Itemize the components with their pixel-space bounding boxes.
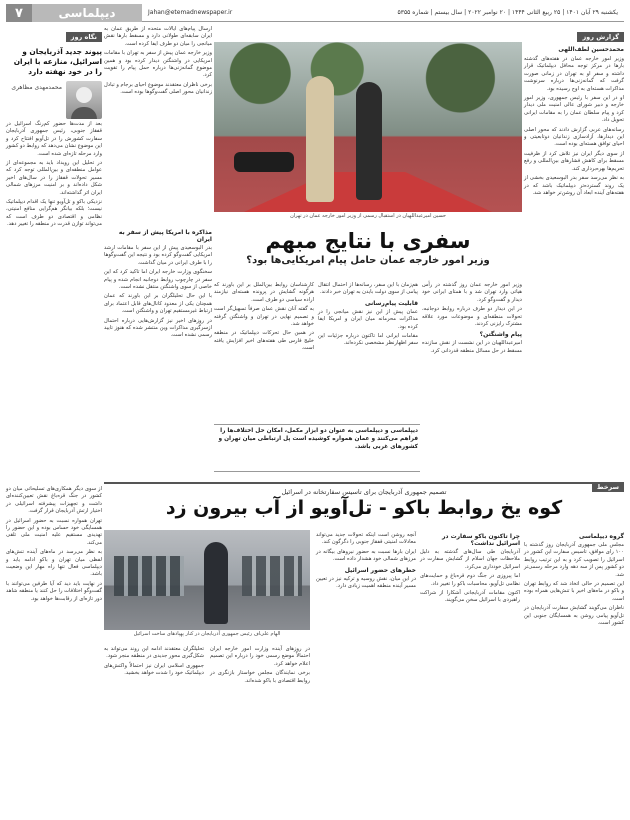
opinion-author-block: [6, 81, 102, 119]
story2-kicker: تصمیم جمهوری آذربایجان برای تاسیس سفارتخانه در اسرائیل: [281, 488, 447, 496]
paragraph: بدر البوسعیدی پیش از این سفر با مقامات ارشد امریکایی گفت‌وگو کرده بود و نتیجه این گفت‌وگوها را با طرف ایرانی در میان گذاشت.: [104, 245, 212, 266]
paragraph: بعد از مدت‌ها حضور کم‌رنگ اسرائیل در قفقاز جنوبی، رئیس جمهوری آذربایجان سفارت کشورش را در تل‌آویو افتتاح کرد و این موضوع نشان می‌دهد که روابط دو کشور وارد مرحله تازه‌ای شده است.: [6, 121, 102, 157]
car-graphic: [234, 152, 294, 172]
person-figure: [204, 542, 228, 624]
avatar: [66, 81, 102, 119]
right-column-author: محمدحسین لطف‌اللهی: [558, 47, 624, 53]
paragraph: ارسال پیام‌های ایالات متحده از طریق عمان به ایران سابقه‌ای طولانی دارد و مسقط بارها نقش میانجی را میان دو طرف ایفا کرده است.: [104, 26, 212, 47]
story2-column-5: [104, 644, 204, 816]
paragraph: به نظر می‌رسد در ماه‌های آینده تنش‌های لفظی میان تهران و باکو ادامه یابد و دیپلماسی فعال تنها راه مهار این وضعیت باشد.: [6, 549, 102, 578]
drones-graphic: [114, 556, 184, 596]
paragraph: سخنگوی وزارت خارجه ایران اما تاکید کرد که این سفر در چارچوب روابط دوجانبه انجام شده و پیام خاصی از سوی واشنگتن منتقل نشده است.: [104, 269, 212, 291]
paragraph: به گفته آنان نقش عمان صرفاً تسهیل‌گر است و تصمیم نهایی در تهران و واشنگتن گرفته خواهد شد.: [214, 306, 314, 328]
paragraph: برخی نمایندگان مجلس خواستار بازنگری در روابط اقتصادی با باکو شده‌اند.: [210, 670, 310, 684]
paragraph: وزیر خارجه عمان پیش از سفر به تهران با مقامات امریکایی در واشنگتن دیدار کرده بود و همین موضوع گمانه‌زنی‌ها درباره حمل پیام را تقویت کرد.: [104, 50, 212, 79]
paragraph: برخی ناظران معتقدند موضوع احیای برجام و تبادل زندانیان محور اصلی گفت‌وگوها بوده است.: [104, 81, 212, 96]
paragraph: وزیر امور خارجه عمان روز گذشته در رأس هیاتی وارد تهران شد و با همتای ایرانی خود دیدار و گفت‌وگو کرد.: [422, 282, 522, 303]
main-headline: سفری با نتایج مبهم: [265, 229, 471, 253]
dateline: یکشنبه ۲۹ آبان ۱۴۰۱ | ۲۵ ربیع الثانی ۱۴۴۴ | ۲۰ نوامبر ۲۰۲۲ | سال بیستم | شماره ۵۳۵۵: [397, 9, 618, 16]
paragraph: به نظر می‌رسد سفر بدر البوسعیدی بخشی از یک روند گسترده‌تر دیپلماتیک باشد که در هفته‌های آینده ابعاد آن روشن‌تر خواهد شد.: [524, 175, 624, 196]
opinion-column-continued: [6, 484, 102, 816]
paragraph: وزیر امور خارجه عمان در هفته‌های گذشته بارها در مرکز توجه محافل دیپلماتیک قرار داشته و سفر او به تهران در زمانی صورت گرفت که گمانه‌زنی‌ها درباره سرنوشت مذاکرات هسته‌ای به اوج رسیده بود.: [524, 56, 624, 92]
story2-headline-block: [104, 488, 624, 528]
section-email: Jahan@etemadnewspaper.ir: [148, 9, 233, 16]
page-header: [6, 4, 624, 22]
story2-column-3: [316, 530, 416, 816]
paragraph: در این میان، نقش روسیه و ترکیه نیز در تعیین مسیر آینده منطقه اهمیت زیادی دارد.: [316, 575, 416, 590]
paragraph: هم‌زمان با این سفر، رسانه‌ها از احتمال انتقال پیامی از سوی دولت بایدن به تهران خبر دادند.: [318, 282, 418, 296]
story2-column-2: [420, 530, 520, 816]
paragraph: در نهایت باید دید که آیا طرفین می‌توانند با گفت‌وگو اختلافات را حل کنند یا منطقه شاهد دور تازه‌ای از رقابت‌ها خواهد بود.: [6, 580, 102, 602]
paragraph: اما پیروزی در جنگ دوم قره‌باغ و حمایت‌های نظامی تل‌آویو، محاسبات باکو را تغییر داد.: [420, 573, 520, 587]
main-photo-caption: حسین امیرعبداللهیان در استقبال رسمی از وزیر امور خارجه عمان در تهران: [290, 213, 446, 219]
paragraph: تحلیلگران معتقدند ادامه این روند می‌تواند به شکل‌گیری محور جدیدی در منطقه منجر شود.: [104, 646, 204, 660]
opinion-label: نگاه روز: [66, 32, 102, 42]
paragraph: امیرعبداللهیان در این نشست از نقش سازنده مسقط در حل مسائل منطقه قدردانی کرد.: [422, 340, 522, 354]
story2-column-4: [210, 644, 310, 816]
page-number: ۷: [6, 4, 32, 22]
person-figure: [356, 82, 382, 200]
paragraph: نزدیکی باکو و تل‌آویو تنها یک اقدام دیپلماتیک نیست؛ بلکه بیانگر هم‌گرایی منافع امنیتی، نظامی و اقتصادی دو طرف است که می‌تواند توازن قدرت در منطقه را تغییر دهد.: [6, 199, 102, 228]
paragraph: با این حال تحلیلگران بر این باورند که عمان همچنان یکی از معدود کانال‌های قابل اعتماد برای ارتباط غیرمستقیم تهران و واشنگتن است.: [104, 293, 212, 315]
body-column-3: [214, 280, 314, 420]
main-subheadline: وزیر امور خارجه عمان حامل پیام امریکایی‌ها بود؟: [246, 255, 490, 266]
paragraph: رسانه‌های عربی گزارش دادند که محور اصلی این دیدارها، آزادسازی زندانیان دوتابعیتی و احیای توافق هسته‌ای بوده است.: [524, 126, 624, 148]
main-headline-block: [214, 228, 522, 274]
paragraph: این تصمیم در حالی اتخاذ شد که روابط تهران و باکو در ماه‌های اخیر با تنش‌هایی همراه بوده است.: [524, 581, 624, 602]
story2-column-1: [524, 530, 624, 816]
top-mid-column: [104, 24, 212, 224]
main-photo: [214, 42, 522, 212]
paragraph: کارشناسان روابط بین‌الملل بر این باورند که هرگونه گشایش در پرونده هسته‌ای نیازمند اراده سیاسی دو طرف است.: [214, 282, 314, 303]
subheading: چرا تاکنون باکو سفارت در اسرائیل نداشت؟: [441, 533, 520, 547]
story2-photo: [104, 530, 310, 630]
subheading: خطرهای حضور اسرائیل: [344, 566, 416, 574]
pull-quote: [214, 424, 420, 472]
paragraph: از سوی دیگر همکاری‌های تسلیحاتی میان دو کشور در جنگ قره‌باغ نقش تعیین‌کننده‌ای داشت و تجهیزات پیشرفته اسرائیلی در اختیار ارتش آذربایجان قرار گرفت.: [6, 486, 102, 515]
drones-graphic: [242, 556, 302, 596]
paragraph: آنچه روشن است اینکه تحولات جدید می‌تواند معادلات امنیتی قفقاز جنوبی را دگرگون کند.: [316, 532, 416, 546]
right-report-column: [524, 24, 624, 480]
story2-headline: کوه یخ روابط باکو - تل‌آویو از آب بیرون زد: [165, 497, 563, 519]
paragraph: او در این سفر با رئیس جمهوری، وزیر امور خارجه و دبیر شورای عالی امنیت ملی دیدار کرد و پیام سلطان عمان را به مقامات ایرانی تحویل داد.: [524, 95, 624, 124]
paragraph: ناظران می‌گویند گشایش سفارت آذربایجان در تل‌آویو پیامی روشن به همسایگان جنوبی این کشور است.: [524, 605, 624, 627]
paragraph: تهران همواره نسبت به حضور اسرائیل در همسایگی خود حساس بوده و این حضور را تهدیدی مستقیم علیه امنیت ملی تلقی می‌کند.: [6, 517, 102, 546]
subheading: پیام واشنگتن؟: [479, 331, 522, 339]
byline: گروه دیپلماسی: [578, 533, 624, 540]
paragraph: در روزهای اخیر نیز گزارش‌هایی درباره احتمال ازسرگیری مذاکرات وین منتشر شده که هنوز تایید رسمی نشده است.: [104, 317, 212, 339]
paragraph: در تحلیل این رویداد باید به مجموعه‌ای از عوامل منطقه‌ای و بین‌المللی توجه کرد که مسیر تحولات قفقاز را در سال‌های اخیر شکل داده‌اند و بر امنیت مرزهای شمالی ایران اثر گذاشته‌اند.: [6, 160, 102, 196]
paragraph: در روزهای آینده وزارت امور خارجه ایران احتمالاً موضع رسمی خود را درباره این تصمیم اعلام خواهد کرد.: [210, 646, 310, 667]
story2-label-wrap: [590, 474, 624, 491]
subheading: مذاکره با امریکا پیش از سفر به ایران: [118, 229, 212, 243]
paragraph: در این دیدار دو طرف درباره روابط دوجانبه، تحولات منطقه‌ای و موضوعات مورد علاقه مشترک رایزنی کردند.: [422, 306, 522, 328]
opinion-author: محمدمهدی مظاهری: [11, 84, 62, 91]
paragraph: جمهوری اسلامی ایران نیز احتمالاً واکنش‌های دیپلماتیک خود را شدت خواهد بخشید.: [104, 662, 204, 677]
section-divider: [104, 482, 624, 484]
paragraph: مقامات ایرانی اما تاکنون درباره جزئیات این سفر اظهارنظر مشخصی نکرده‌اند.: [318, 333, 418, 347]
paragraph: در همین حال تحرکات دیپلماتیک در منطقه خلیج فارس طی هفته‌های اخیر افزایش یافته است.: [214, 330, 314, 352]
paragraph: ایران بارها نسبت به حضور نیروهای بیگانه در مرزهای شمالی خود هشدار داده است.: [316, 548, 416, 563]
opinion-column: [6, 24, 102, 484]
story2-label: سرخط: [592, 482, 624, 492]
paragraph: از سوی دیگر ایران نیز تلاش کرد از ظرفیت مسقط برای کاهش فشارهای بین‌المللی و رفع تحریم‌ها بهره‌برداری کند.: [524, 150, 624, 172]
subheading: قابلیت پیام‌رسانی: [364, 299, 418, 307]
paragraph: آذربایجان طی سال‌های گذشته به دلیل ملاحظات جهان اسلام از گشایش سفارت در اسرائیل خودداری می‌کرد.: [420, 549, 520, 570]
pull-quote-text: دیپلماسی و دیپلماسی به عنوان دو ابزار مکمل، امکان حل اختلاف‌ها را فراهم می‌کنند و عمان همواره کوشیده است پل ارتباطی میان تهران و کشورهای غربی باشد.: [218, 428, 418, 450]
section-title: دیپلماسی: [32, 4, 142, 22]
body-column-1: [422, 280, 522, 480]
paragraph: اکنون مقامات آذربایجانی آشکارا از شراکت راهبردی با اسرائیل سخن می‌گویند.: [420, 590, 520, 604]
person-figure: [306, 76, 334, 202]
story2-photo-caption: الهام علی‌اف رئیس جمهوری آذربایجان در کنار پهپادهای ساخت اسرائیل: [133, 631, 281, 637]
paragraph: مجلس ملی جمهوری آذربایجان روز گذشته با ۱۰۰ رای موافق، تاسیس سفارت این کشور در اسرائیل را تصویب کرد و به این ترتیب روابط دو کشور پس از سه دهه وارد مرحله رسمی‌تر شد.: [524, 542, 624, 578]
body-column-4: [104, 226, 212, 480]
right-column-label: گزارش روز: [577, 32, 624, 42]
paragraph: عمان پیش از این نیز نقش میانجی را در مذاکرات محرمانه میان ایران و امریکا ایفا کرده بود.: [318, 308, 418, 330]
dateline-bar: [142, 4, 624, 22]
opinion-title: پیوند جدید آذربایجان و اسرائیل، منازعه با ایران را در خود نهفته دارد: [13, 47, 102, 76]
